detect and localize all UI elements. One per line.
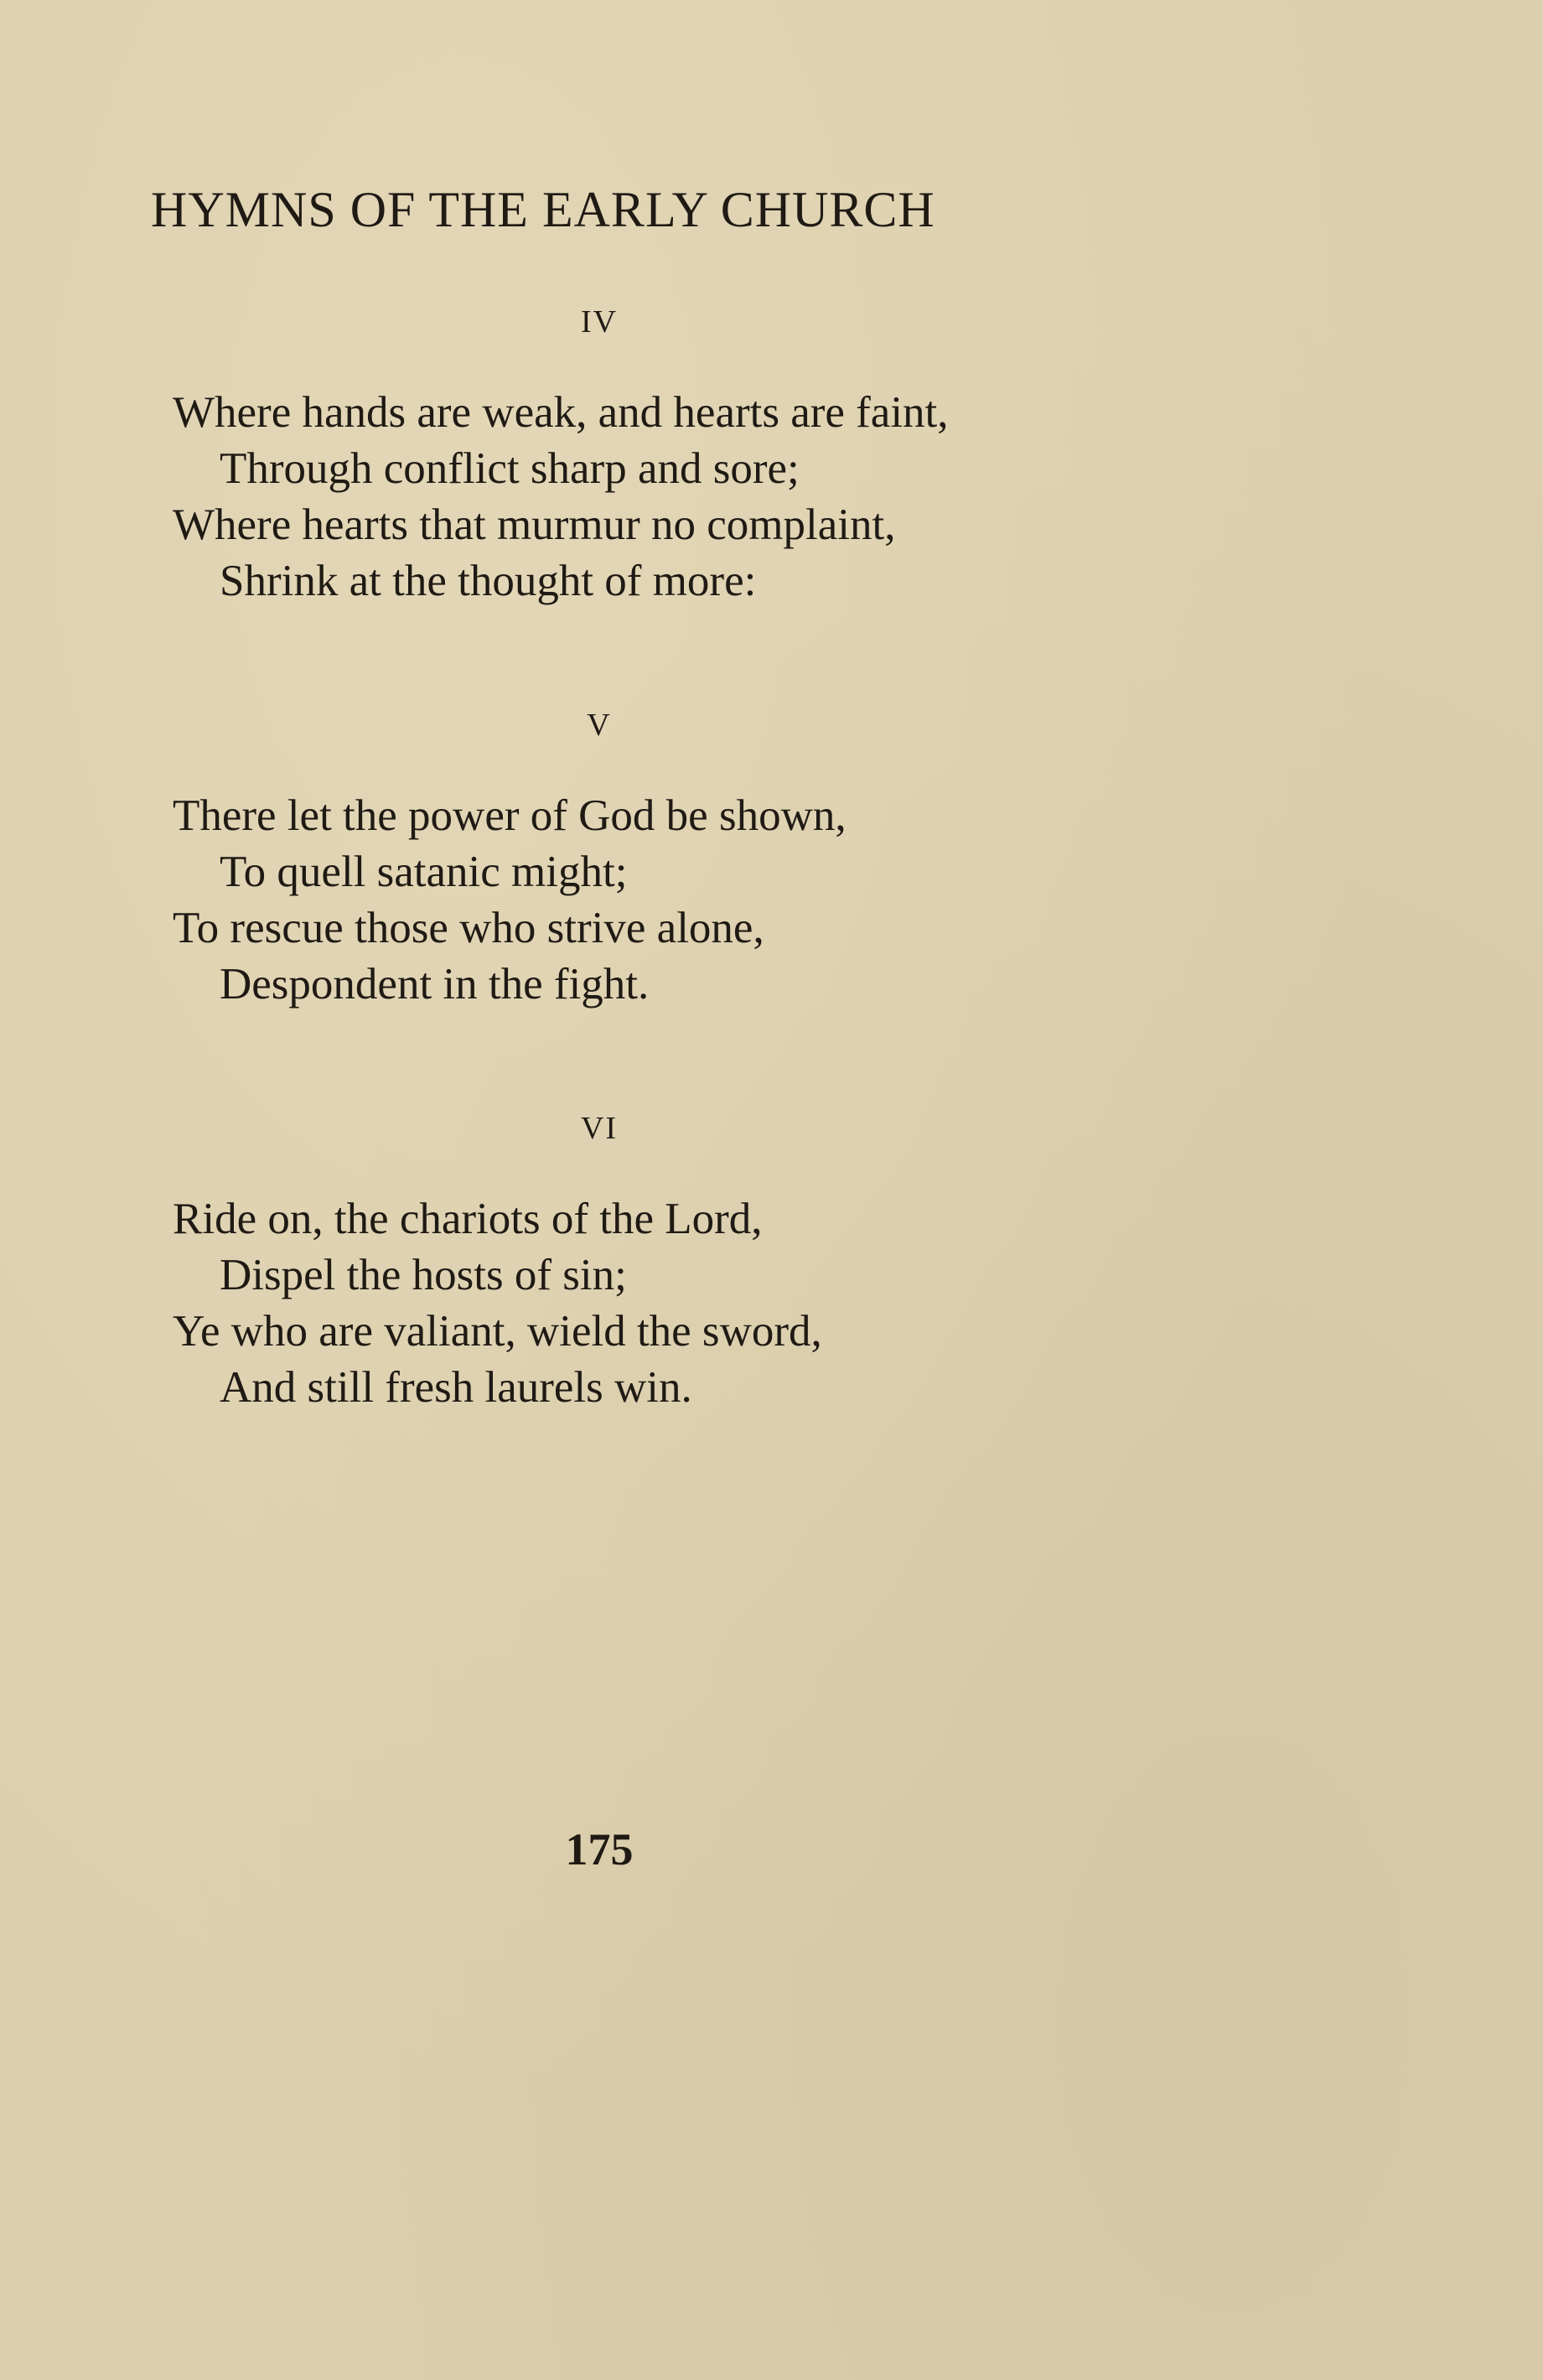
stanza-number-iv: IV (580, 304, 619, 340)
verse-line: And still fresh laurels win. (220, 1363, 692, 1412)
stanza-v (173, 788, 847, 1013)
running-head: HYMNS OF THE EARLY CHURCH (151, 182, 935, 237)
stanza-number-vi: VI (580, 1111, 619, 1146)
stanza-iv (173, 385, 949, 609)
page-number: 175 (565, 1824, 634, 1874)
verse-line: Through conflict sharp and sore; (220, 444, 800, 493)
verse-line: There let the power of God be shown, (173, 791, 847, 840)
verse-line: Where hearts that murmur no complaint, (173, 500, 896, 549)
stanza-number-v: V (587, 708, 612, 743)
verse-line: Ride on, the chariots of the Lord, (173, 1195, 763, 1243)
verse-line: To rescue those who strive alone, (173, 904, 764, 952)
verse-line: To quell satanic might; (220, 848, 628, 896)
verse-line: Where hands are weak, and hearts are faint, (173, 388, 949, 437)
stanza-vi (173, 1191, 822, 1416)
verse-line: Despondent in the fight. (220, 960, 650, 1009)
verse-line: Dispel the hosts of sin; (220, 1251, 627, 1299)
verse-line: Ye who are valiant, wield the sword, (173, 1307, 822, 1356)
verse-line: Shrink at the thought of more: (220, 557, 757, 605)
